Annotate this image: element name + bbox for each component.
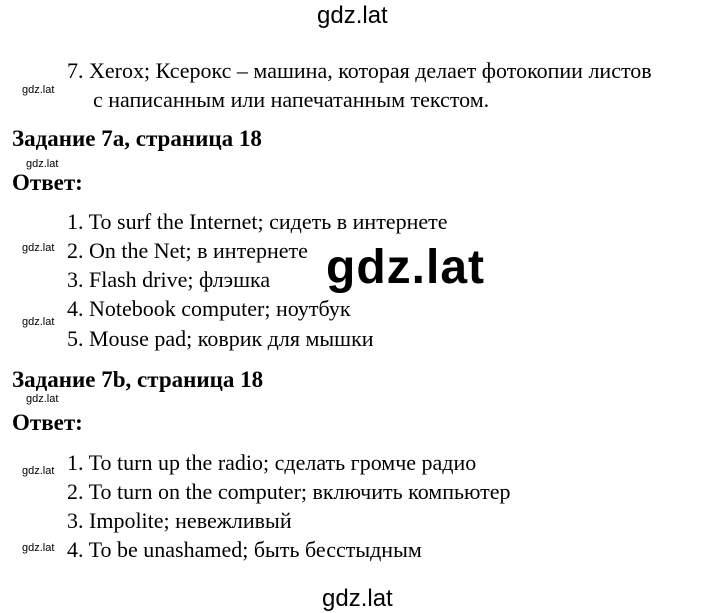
list-item: 3. Flash drive; флэшка: [67, 267, 271, 292]
task-a-answer-label: Ответ:: [12, 170, 83, 195]
list-item: с написанным или напечатанным текстом.: [93, 87, 490, 112]
list-item: 7. Xerox; Ксерокс – машина, которая делает фотокопии листов: [67, 58, 652, 83]
list-item: 3. Impolite; невежливый: [67, 508, 292, 533]
watermark: gdz.lat: [22, 542, 55, 554]
list-item: 5. Mouse pad; коврик для мышки: [67, 326, 374, 351]
watermark: gdz.lat: [26, 393, 59, 405]
task-b-answer-label: Ответ:: [12, 410, 83, 435]
site-header: gdz.lat: [317, 2, 388, 29]
watermark-large: gdz.lat: [326, 241, 485, 294]
list-item: 4. Notebook computer; ноутбук: [67, 296, 351, 321]
site-footer: gdz.lat: [322, 585, 393, 612]
task-a-heading: Задание 7a, страница 18: [12, 126, 262, 151]
list-item: 4. To be unashamed; быть бесстыдным: [67, 537, 422, 562]
list-item: 2. On the Net; в интернете: [67, 238, 308, 263]
list-item: 1. To turn up the radio; сделать громче радио: [67, 450, 477, 475]
watermark: gdz.lat: [22, 242, 55, 254]
watermark: gdz.lat: [22, 316, 55, 328]
list-item: 2. To turn on the computer; включить компьютер: [67, 479, 511, 504]
list-item: 1. To surf the Internet; сидеть в интернете: [67, 209, 448, 234]
watermark: gdz.lat: [26, 158, 59, 170]
watermark: gdz.lat: [22, 84, 55, 96]
watermark: gdz.lat: [22, 465, 55, 477]
task-b-heading: Задание 7b, страница 18: [12, 367, 264, 392]
